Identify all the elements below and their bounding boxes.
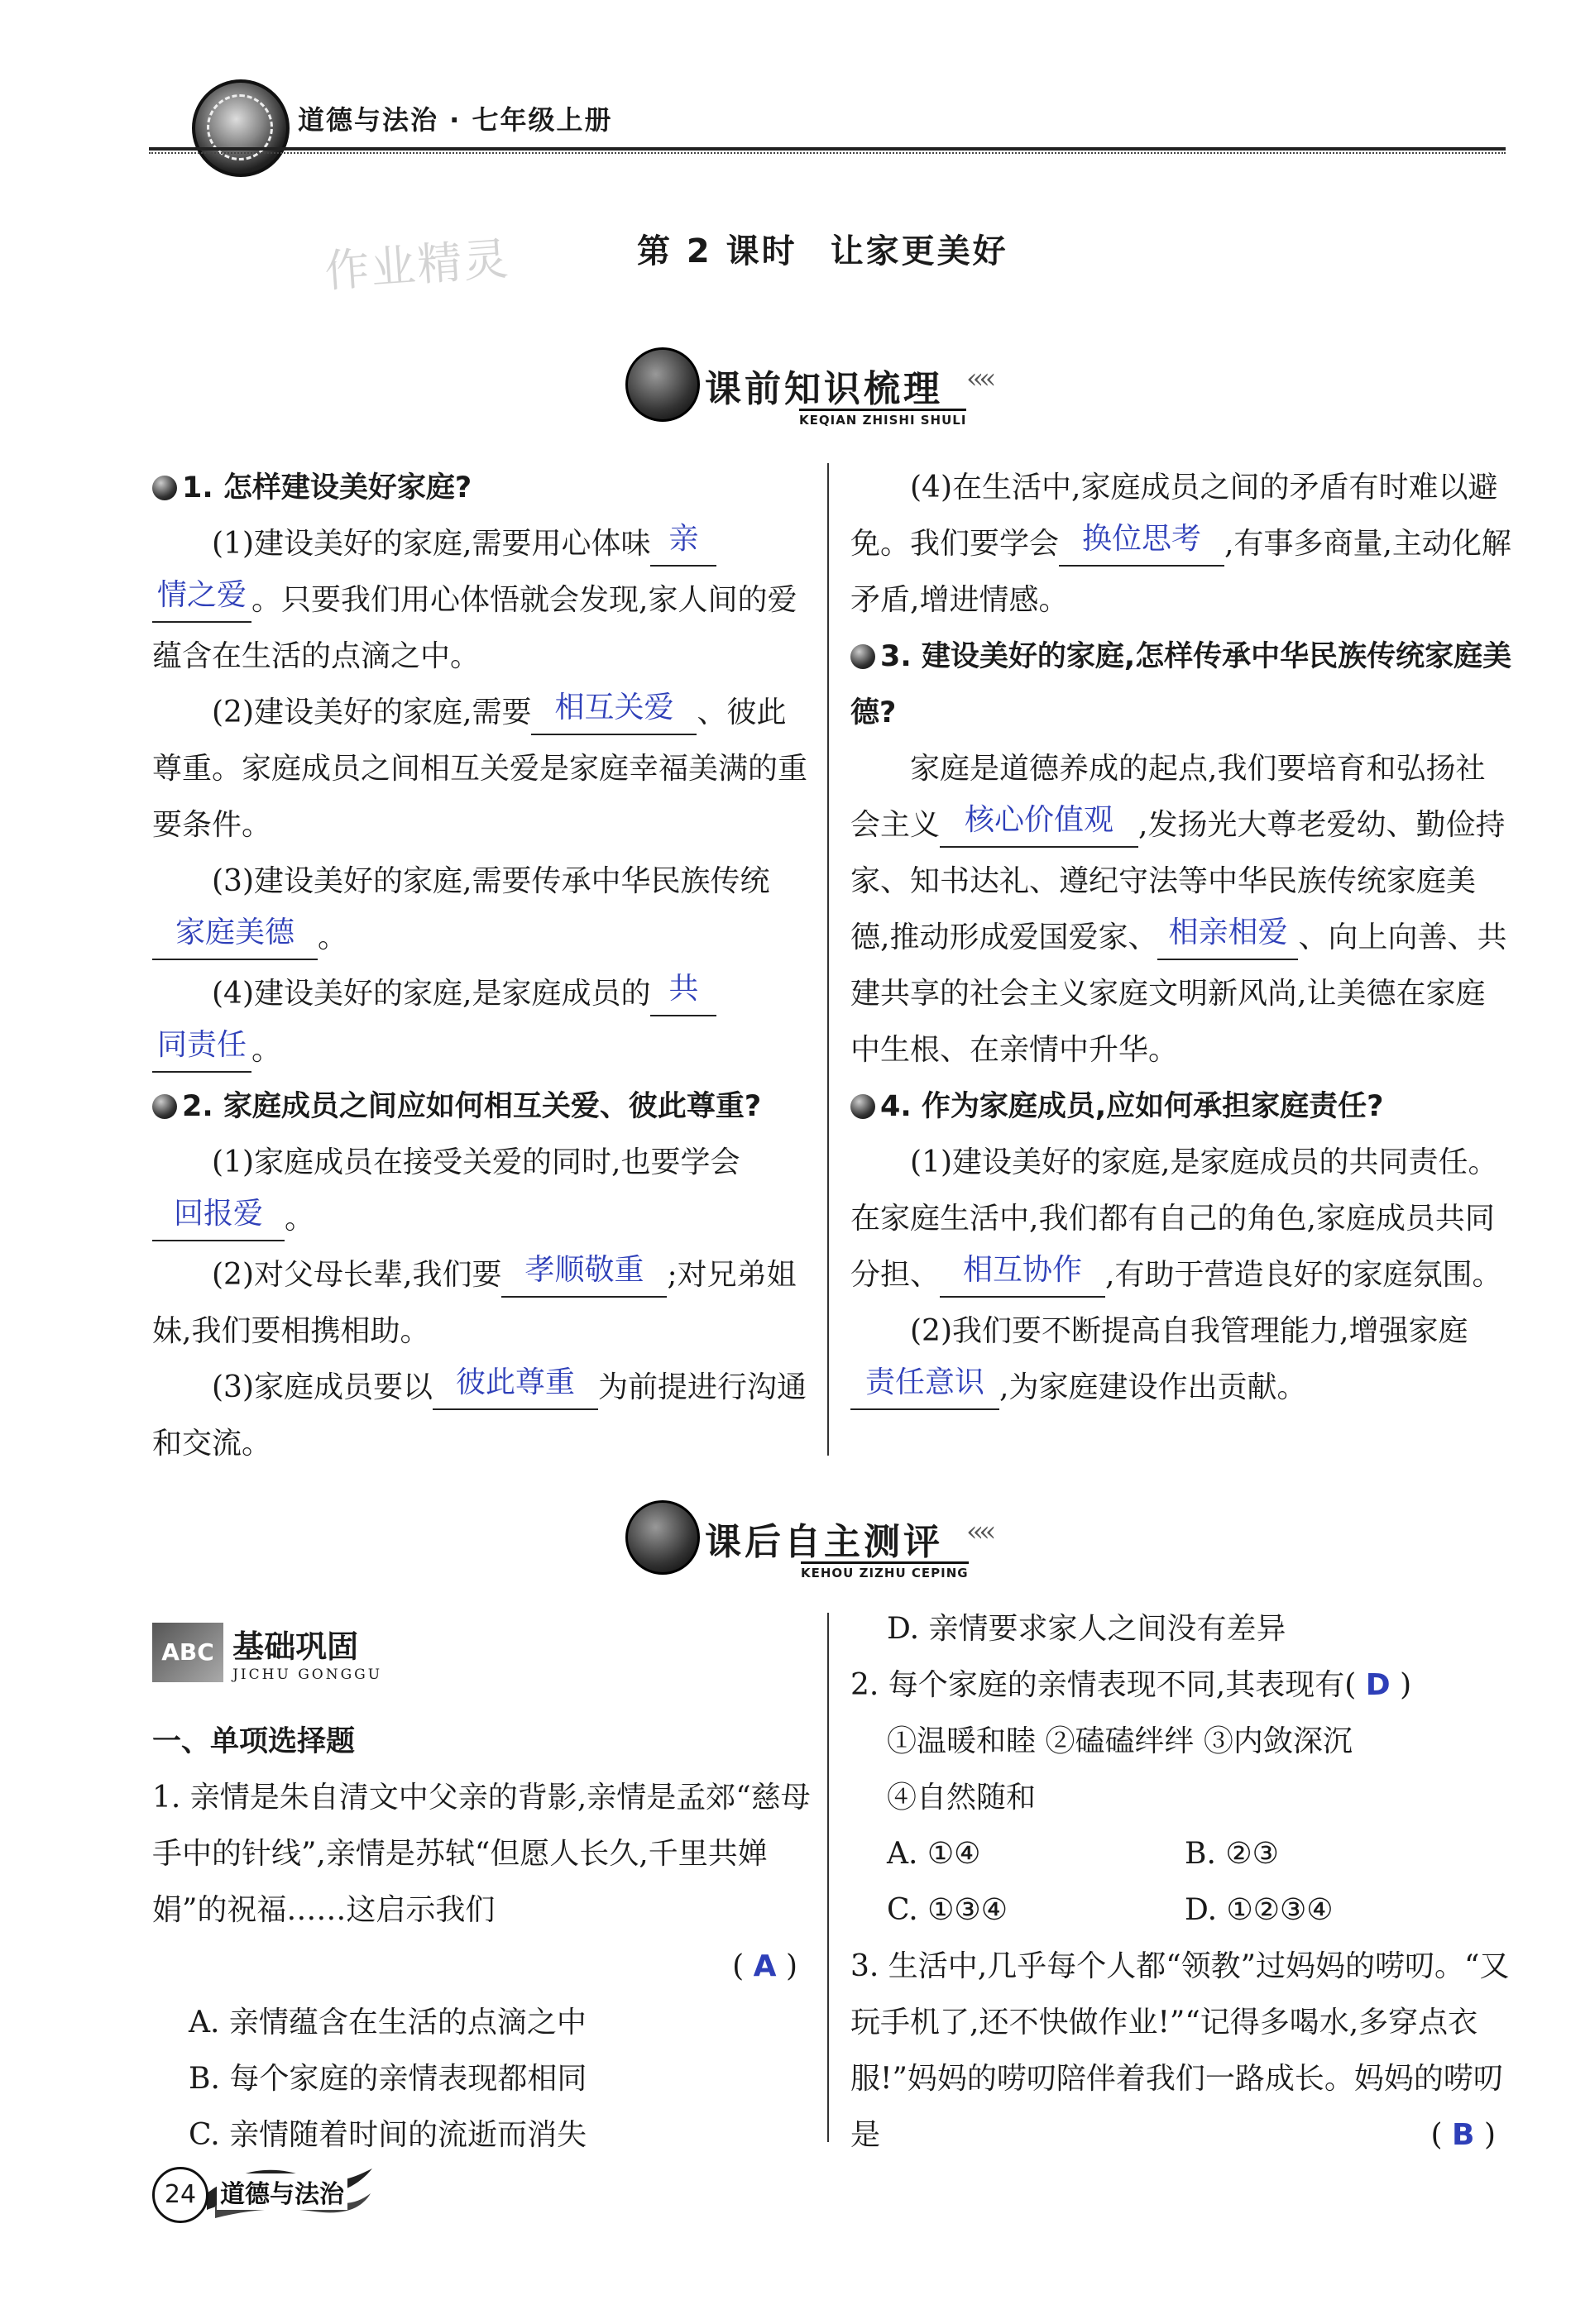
left-column-knowledge	[152, 460, 814, 1472]
footer-subject: 道德与法治	[217, 2173, 347, 2210]
column-divider	[827, 1613, 829, 2142]
question-heading: 1. 怎样建设美好家庭?	[152, 460, 814, 516]
banner-postclass-title: 课后自主测评	[705, 1521, 943, 1563]
bullet-icon	[850, 644, 875, 669]
bullet-icon	[152, 476, 177, 500]
column-divider	[827, 463, 829, 1456]
lesson-name: 让家更美好	[830, 232, 1008, 270]
paragraph: (1)建设美好的家庭,需要用心体味 亲 情之爱 。只要我们用心体悟就会发现,家人间的爱蕴含在生活的点滴之中。	[152, 522, 797, 673]
statement-items: ①温暖和睦 ②磕磕绊绊 ③内敛深沉	[887, 1724, 1353, 1758]
option-row: A. ①④ B. ②③	[887, 1837, 1279, 1871]
paragraph: (4)在生活中,家庭成员之间的矛盾有时难以避免。我们要学会 换位思考 ,有事多商量,主动化解矛盾,增进情感。	[850, 471, 1511, 617]
paragraph: (2)对父母长辈,我们要 孝顺敬重 ;对兄弟姐妹,我们要相携相助。	[152, 1253, 797, 1348]
book-title: 道德与法治 · 七年级上册	[298, 104, 613, 136]
handwritten-answer: 责任意识	[864, 1365, 984, 1399]
banner-preclass-title: 课前知识梳理	[705, 368, 943, 410]
paragraph: (4)建设美好的家庭,是家庭成员的 共 同责任 。	[152, 966, 814, 1078]
paragraph: 家庭是道德养成的起点,我们要培育和弘扬社会主义 核心价值观 ,发扬光大尊老爱幼、勤俭持家、知书达礼、遵纪守法等中华民族传统家庭美德,推动形成爱国爱家、 相亲相爱 、向上向善、共建共享的社会主义家庭文明新风尚,让美德在家庭中生根、在亲情中升华。	[850, 752, 1507, 1067]
banner-preclass	[625, 342, 1022, 433]
runner-icon	[625, 1500, 700, 1575]
telescope-icon	[625, 347, 700, 422]
handwritten-answer: 相互协作	[963, 1253, 1083, 1287]
banner-postclass-subtitle: KEHOU ZIZHU CEPING	[801, 1561, 969, 1580]
option: B. 每个家庭的亲情表现都相同	[189, 2062, 587, 2096]
handwritten-answer: 同责任	[156, 1028, 247, 1062]
lesson-number: 第 2 课时	[637, 232, 797, 270]
handwritten-answer: 共	[668, 972, 699, 1006]
handwritten-answer: 彼此尊重	[455, 1365, 575, 1399]
paragraph: (3)建设美好的家庭,需要传承中华民族传统家庭美德 。	[152, 854, 814, 966]
answer-bracket: ( A )	[732, 1949, 797, 1983]
option: A. 亲情蕴含在生活的点滴之中	[189, 2006, 587, 2039]
watermark: 作业精灵	[323, 232, 512, 298]
handwritten-answer: 亲	[668, 522, 699, 556]
question-stem: 3. 生活中,几乎每个人都“领教”过妈妈的唠叨。“又玩手机了,还不快做作业!”“记得多喝水,多穿点衣服!”妈妈的唠叨陪伴着我们一路成长。妈妈的唠叨是 ( B )	[850, 1949, 1510, 2152]
paragraph: (1)建设美好的家庭,是家庭成员的共同责任。在家庭生活中,我们都有自己的角色,家庭成员共同分担、 相互协作 ,有助于营造良好的家庭氛围。	[850, 1135, 1512, 1303]
section-subtitle: JICHU GONGGU	[232, 1666, 383, 1683]
paragraph: (1)家庭成员在接受关爱的同时,也要学会回报爱 。	[152, 1135, 814, 1247]
statement-items: ④自然随和	[887, 1781, 1037, 1815]
page-number: 24	[152, 2167, 208, 2223]
handwritten-answer: 换位思考	[1082, 522, 1202, 556]
option: D. 亲情要求家人之间没有差异	[887, 1612, 1286, 1646]
right-column-knowledge	[850, 460, 1512, 1416]
paragraph: (2)建设美好的家庭,需要 相互关爱 、彼此尊重。家庭成员之间相互关爱是家庭幸福美满的重要条件。	[152, 691, 808, 842]
header-divider	[149, 147, 1506, 151]
left-column-questions	[152, 1714, 814, 2164]
handwritten-answer: 孝顺敬重	[524, 1253, 644, 1287]
question-stem: 2. 每个家庭的亲情表现不同,其表现有( D )	[850, 1668, 1412, 1702]
handwritten-answer: 回报爱	[173, 1197, 263, 1231]
option: C. 亲情随着时间的流逝而消失	[189, 2118, 587, 2152]
handwritten-answer: 核心价值观	[965, 803, 1114, 837]
question-heading: 3. 建设美好的家庭,怎样传承中华民族传统家庭美德?	[850, 640, 1512, 729]
banner-postclass	[625, 1495, 1022, 1586]
handwritten-answer: 相亲相爱	[1168, 916, 1288, 949]
handwritten-answer: 相互关爱	[554, 691, 674, 724]
handwritten-answer: A	[753, 1949, 777, 1983]
handwritten-answer: B	[1452, 2118, 1475, 2152]
question-heading: 2. 家庭成员之间应如何相互关爱、彼此尊重?	[152, 1078, 814, 1135]
section-title: 基础巩固	[232, 1628, 359, 1665]
question-stem: 1. 亲情是朱自清文中父亲的背影,亲情是孟郊“慈母手中的针线”,亲情是苏轼“但愿人长久,千里共婵娟”的祝福……这启示我们	[152, 1781, 811, 1927]
right-column-questions	[850, 1601, 1512, 2164]
option-row: C. ①③④ D. ①②③④	[887, 1893, 1334, 1927]
header-dotted-line	[149, 152, 1506, 154]
banner-preclass-subtitle: KEQIAN ZHISHI SHULI	[799, 409, 966, 428]
paragraph: (3)家庭成员要以 彼此尊重 为前提进行沟通和交流。	[152, 1365, 807, 1461]
bullet-icon	[152, 1094, 177, 1119]
lesson-title	[637, 225, 1008, 272]
abc-blocks-icon: ABC	[152, 1623, 223, 1682]
question-type-heading: 一、单项选择题	[152, 1725, 356, 1758]
chevrons-icon: ‹‹‹‹	[966, 362, 992, 395]
handwritten-answer: 情之爱	[156, 578, 247, 612]
handwritten-answer: 家庭美德	[175, 916, 295, 949]
handwritten-answer: D	[1365, 1668, 1391, 1702]
chevrons-icon: ‹‹‹‹	[966, 1515, 992, 1548]
question-heading: 4. 作为家庭成员,应如何承担家庭责任?	[850, 1078, 1512, 1135]
bullet-icon	[850, 1094, 875, 1119]
paragraph: (2)我们要不断提高自我管理能力,增强家庭责任意识 ,为家庭建设作出贡献。	[850, 1303, 1512, 1416]
logo-swirl-decoration	[207, 94, 273, 160]
section-basic-consolidation	[152, 1621, 382, 1683]
